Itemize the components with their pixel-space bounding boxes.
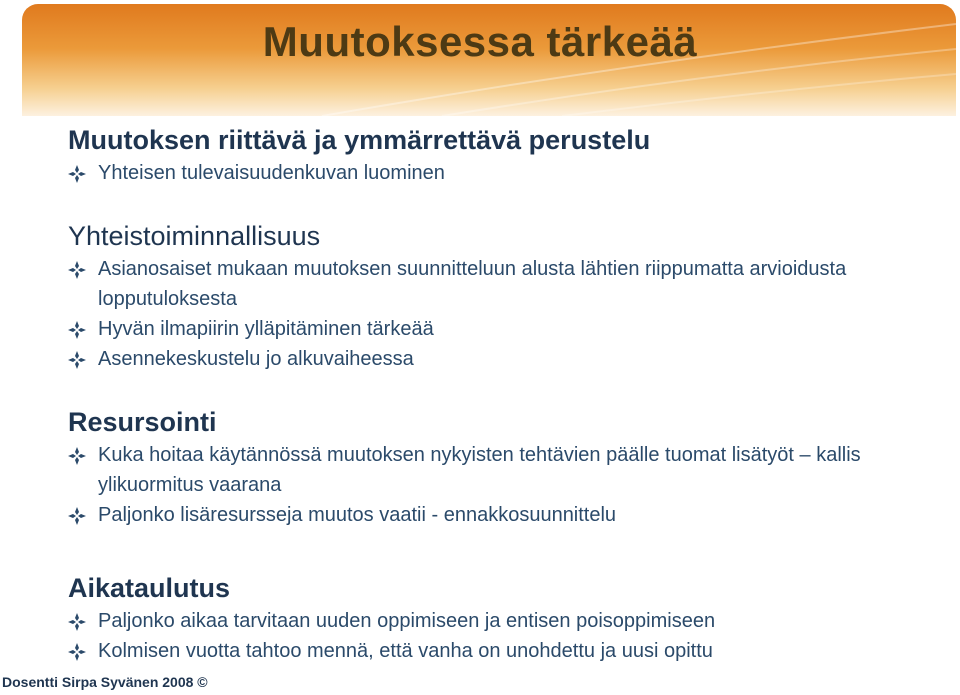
section-heading: Yhteistoiminnallisuus [68,221,321,251]
diamond-bullet-icon [68,261,86,279]
list-item-text: Asianosaiset mukaan muutoksen suunnitteluun alusta lähtien riippumatta arvioidusta lopputuloksesta [98,258,847,310]
list-item [68,314,928,344]
diamond-bullet-icon [68,351,86,369]
slide-content [68,122,928,666]
list-item-text: Asennekeskustelu jo alkuvaiheessa [98,348,414,370]
list-item-text: Paljonko lisäresursseja muutos vaatii - ennakkosuunnittelu [98,504,617,526]
list-item [68,254,928,314]
footer-credit: Dosentti Sirpa Syvänen 2008 © [2,674,208,690]
section-resursointi [68,404,928,530]
diamond-bullet-icon [68,321,86,339]
section-yhteistoiminnallisuus [68,218,928,374]
section-heading: Aikataulutus [68,573,231,603]
bullet-list [68,158,928,188]
list-item-text: Paljonko aikaa tarvitaan uuden oppimiseen ja entisen poisoppimiseen [98,610,716,632]
diamond-bullet-icon [68,507,86,525]
list-item [68,440,928,500]
bullet-list [68,254,928,374]
list-item [68,500,928,530]
list-item [68,158,928,188]
section-heading: Muutoksen riittävä ja ymmärrettävä perustelu [68,125,651,155]
list-item [68,636,928,666]
diamond-bullet-icon [68,613,86,631]
list-item-text: Kolmisen vuotta tahtoo mennä, että vanha on unohdettu ja uusi opittu [98,640,713,662]
diamond-bullet-icon [68,165,86,183]
list-item [68,606,928,636]
list-item-text: Yhteisen tulevaisuudenkuvan luominen [98,162,445,184]
list-item-text: Kuka hoitaa käytännössä muutoksen nykyisten tehtävien päälle tuomat lisätyöt – kallis ylikuormitus vaarana [98,444,861,496]
bullet-list [68,440,928,530]
list-item-text: Hyvän ilmapiirin ylläpitäminen tärkeää [98,318,434,340]
section-perustelu [68,122,928,188]
slide-title: Muutoksessa tärkeää [262,18,698,65]
section-aikataulutus [68,570,928,666]
bullet-list [68,606,928,666]
section-heading: Resursointi [68,407,217,437]
diamond-bullet-icon [68,447,86,465]
list-item [68,344,928,374]
diamond-bullet-icon [68,643,86,661]
